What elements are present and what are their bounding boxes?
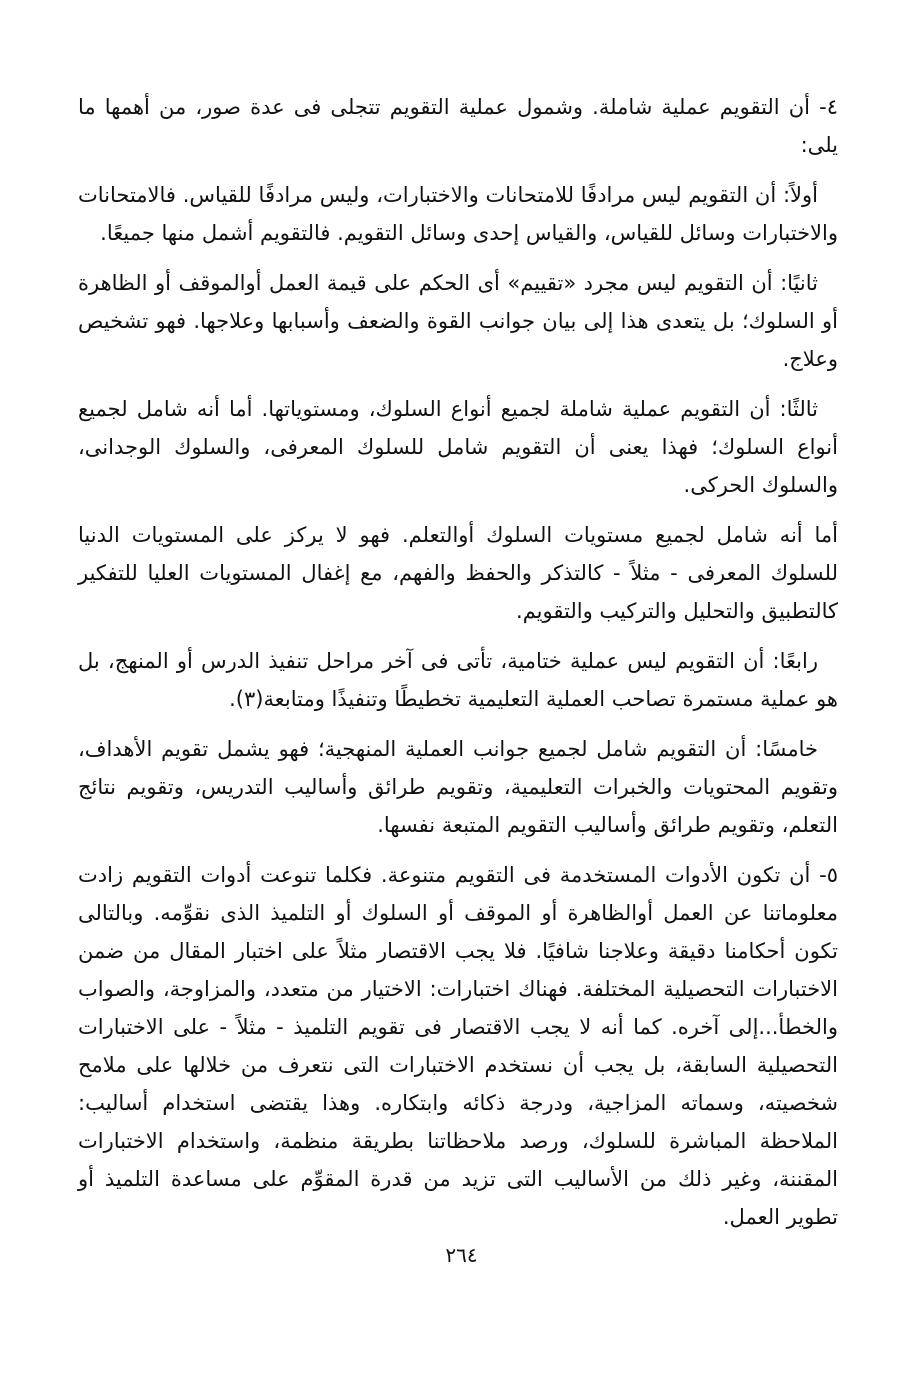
paragraph-point-4: ٤- أن التقويم عملية شاملة. وشمول عملية التقويم تتجلى فى عدة صور، من أهمها ما يلى:: [78, 95, 838, 157]
paragraph-second: ثانيًا: أن التقويم ليس مجرد «تقييم» أى الحكم على قيمة العمل أوالموقف أو الظاهرة أو السلوك؛ بل يتعدى هذا إلى بيان جوانب القوة والضعف وأسبابها وعلاجها. فهو تشخيص وعلاج.: [78, 271, 838, 371]
paragraph-third: ثالثًا: أن التقويم عملية شاملة لجميع أنواع السلوك، ومستوياتها. أما أنه شامل لجميع أنواع السلوك؛ فهذا يعنى أن التقويم شامل للسلوك المعرفى، والسلوك الوجدانى، والسلوك الحركى.: [78, 397, 838, 497]
paragraph-first: أولاً: أن التقويم ليس مرادفًا للامتحانات والاختبارات، وليس مرادفًا للقياس. فالامتحانات والاختبارات وسائل للقياس، والقياس إحدى وسائل التقويم. فالتقويم أشمل منها جميعًا.: [78, 183, 838, 245]
paragraph-point-5: ٥- أن تكون الأدوات المستخدمة فى التقويم متنوعة. فكلما تنوعت أدوات التقويم زادت معلوماتنا عن العمل أوالظاهرة أو الموقف أو السلوك أو التلميذ الذى نقوِّمه. وبالتالى تكون أحكامنا دقيقة وعلاجنا شافيًا. فلا يجب الاقتصار مثلاً على اختبار المقال من ضمن الاختبارات التحصيلية المختلفة. فهناك اختبارات: الاختيار من متعدد، والمزاوجة، والصواب والخطأ...إلى آخره. كما أنه لا يجب الاقتصار فى تقويم التلميذ - مثلاً - على الاختبارات التحصيلية السابقة، بل يجب أن نستخدم الاختبارات التى نتعرف من خلالها على ملامح شخصيته، وسماته المزاجية، ودرجة ذكائه وابتكاره. وهذا يقتضى استخدام أساليب: الملاحظة المباشرة للسلوك، ورصد ملاحظاتنا بطريقة منظمة، واستخدام الاختبارات المقننة، وغير ذلك من الأساليب التى تزيد من قدرة المقوِّم على مساعدة التلميذ أو تطوير العمل.: [78, 863, 838, 1229]
paragraph-levels: أما أنه شامل لجميع مستويات السلوك أوالتعلم. فهو لا يركز على المستويات الدنيا للسلوك المعرفى - مثلاً - كالتذكر والحفظ والفهم، مع إغفال المستويات العليا للتفكير كالتطبيق والتحليل والتركيب والتقويم.: [78, 523, 838, 623]
page-number: ٢٦٤: [445, 1243, 478, 1267]
paragraph-fourth: رابعًا: أن التقويم ليس عملية ختامية، تأتى فى آخر مراحل تنفيذ الدرس أو المنهج، بل هو عملية مستمرة تصاحب العملية التعليمية تخطيطًا وتنفيذًا ومتابعة(٣).: [78, 649, 838, 711]
page-body: [78, 88, 838, 1248]
paragraph-fifth: خامسًا: أن التقويم شامل لجميع جوانب العملية المنهجية؛ فهو يشمل تقويم الأهداف، وتقويم المحتويات والخبرات التعليمية، وتقويم طرائق وأساليب التدريس، وتقويم نتائج التعلم، وتقويم طرائق وأساليب التقويم المتبعة نفسها.: [78, 737, 838, 837]
